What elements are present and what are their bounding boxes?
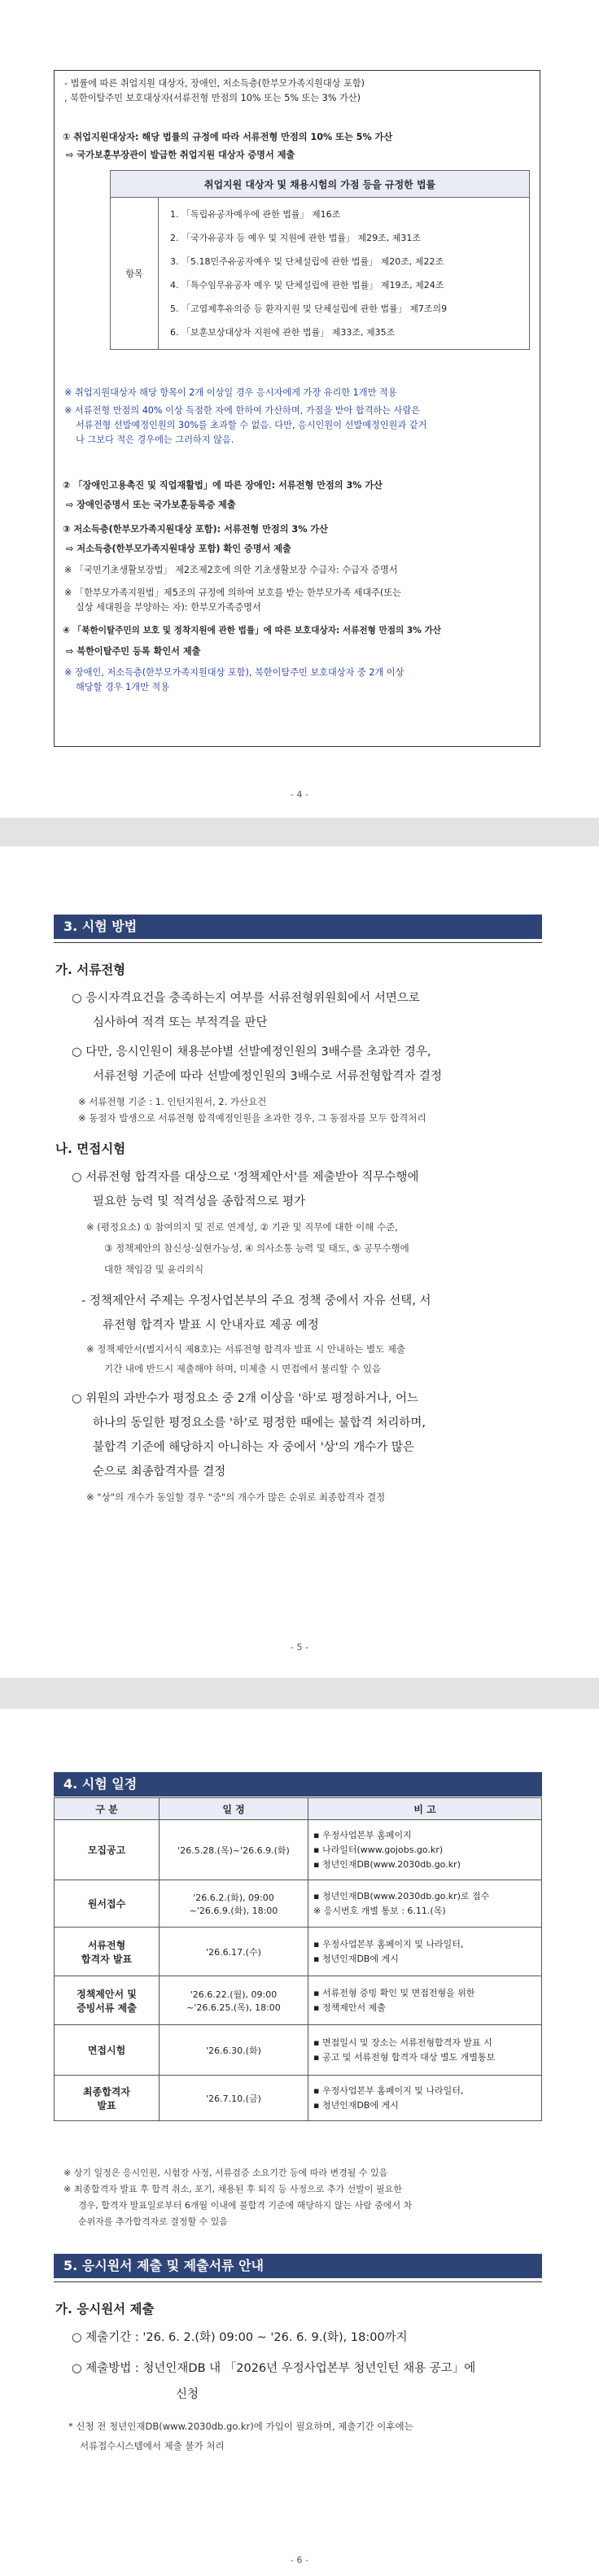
section-divider [54, 942, 542, 943]
schedule-remarks [308, 1880, 542, 1928]
submission-note-line-2: 서류접수시스템에서 제출 불가 처리 [80, 2440, 225, 2452]
table-row [55, 2025, 542, 2076]
note-2-line-1: ※ 서류전형 만점의 40% 이상 득점한 자에 한하여 가산하며, 가점을 받아 합격하는 사람은 [64, 405, 421, 416]
remark-item: ▪ 면접일시 및 장소는 서류전형합격자 발표 시 [313, 2036, 536, 2050]
section-title: 3. 시험 방법 [54, 915, 542, 939]
para-4-line-2: 하나의 동일한 평정요소를 '하'로 평정한 때에는 불합격 처리하며, [93, 1417, 426, 1430]
item1-doc: ⇨ 국가보훈부장관이 발급한 취업지원 대상자 증명서 제출 [66, 150, 295, 160]
submission-method-line-2: 신청 [176, 2388, 199, 2401]
item3-note-2-line-1: ※ 「한부모가족지원법」제5조의 규정에 의하여 보호를 받는 한부모가족 세대주(또는 [64, 587, 401, 598]
eval-line-3: 대한 책임감 및 윤리의식 [104, 1264, 204, 1275]
page-number: - 4 - [291, 789, 308, 800]
schedule-remarks [308, 1976, 542, 2025]
item3-doc: ⇨ 저소득층(한부모가족지원대상 포함) 확인 증명서 제출 [66, 544, 291, 554]
item1-title: ① 취업지원대상자: 해당 법률의 규정에 따라 서류전형 만점의 10% 또는 5% 가산 [63, 132, 393, 142]
col-header-remarks: 비 고 [308, 1798, 542, 1820]
schedule-remarks [308, 2076, 542, 2121]
page-4 [0, 0, 599, 818]
schedule-category: 서류전형 합격자 발표 [55, 1928, 160, 1976]
item3-title: ③ 저소득층(한부모가족지원대상 포함): 서류전형 만점의 3% 가산 [63, 524, 328, 535]
schedule-remarks [308, 1928, 542, 1976]
remark-item: ▪ 공고 및 서류전형 합격자 대상 별도 개별통보 [313, 2050, 536, 2065]
laws-table-side: 항목 [111, 198, 159, 350]
dash-1-line-2: 류전형 합격자 발표 시 안내자료 제공 예정 [103, 1319, 319, 1332]
table-row [55, 1820, 542, 1880]
para-1-line-2: 심사하여 적격 또는 부적격을 판단 [93, 1016, 268, 1029]
note-2-line-2: 서류전형 선발예정인원의 30%를 초과할 수 없음. 다만, 응시인원이 선발예정인원과 같거 [76, 420, 427, 430]
page-number: - 6 - [291, 2555, 308, 2565]
submission-method-line-1: ○ 제출방법 : 청년인재DB 내 「2026년 우정사업본부 청년인턴 채용 공고」에 [72, 2362, 476, 2375]
item4-doc: ⇨ 북한이탈주민 등록 확인서 제출 [66, 646, 201, 657]
note-3-line-1: ※ 장애인, 저소득층(한부모가족지원대상 포함), 북한이탈주민 보호대상자 중 2개 이상 [64, 667, 404, 678]
item3-note-2-line-2: 실상 세대원을 부양하는 자): 한부모가족증명서 [76, 602, 261, 613]
schedule-date: '26.6.17.(수) [160, 1928, 308, 1976]
schedule-date: '26.5.28.(목)~'26.6.9.(화) [160, 1820, 308, 1880]
remark-item: ▪ 정책제안서 제출 [313, 2001, 536, 2015]
page-number: - 5 - [291, 1642, 308, 1653]
laws-list [159, 198, 530, 350]
intro-line-2: , 북한이탈주민 보호대상자(서류전형 만점의 10% 또는 5% 또는 3% 가산) [64, 93, 361, 103]
section-4-title: 4. 시험 일정 [54, 1772, 542, 1797]
note-2-line-3: 나 그보다 적은 경우에는 그러하지 않음. [76, 434, 234, 445]
remark-item: ▪ 청년인재DB(www.2030db.go.kr) [313, 1858, 536, 1872]
para-4-line-1: ○ 위원의 과반수가 평정요소 중 2개 이상을 '하'로 평정하거나, 어느 [72, 1392, 419, 1405]
remark-item: ▪ 우정사업본부 홈페이지 및 나라일터, [313, 1937, 536, 1952]
table-row [55, 2076, 542, 2121]
schedule-table [54, 1797, 542, 2121]
para-3-line-1: ○ 서류전형 합격자를 대상으로 '정책제안서'를 제출받아 직무수행에 [72, 1171, 419, 1184]
item4-title: ④ 「북한이탈주민의 보호 및 정착지원에 관한 법률」에 따른 보호대상자: 서류전형 만점의 3% 가산 [63, 626, 442, 635]
schedule-category: 최종합격자 발표 [55, 2076, 160, 2121]
schedule-note-1: ※ 상기 일정은 응시인원, 시험장 사정, 서류검증 소요기간 등에 따라 변경될 수 있음 [63, 2168, 388, 2178]
schedule-category: 모집공고 [55, 1820, 160, 1880]
law-item: 4. 「특수임무유공자 예우 및 단체설립에 관한 법률」 제19조, 제24조 [170, 280, 444, 290]
laws-table-header: 취업지원 대상자 및 채용시험의 가점 등을 규정한 법률 [111, 171, 530, 198]
law-item: 6. 「보훈보상대상자 지원에 관한 법률」 제33조, 제35조 [170, 327, 396, 338]
subsection-document: 가. 서류전형 [55, 963, 126, 977]
eval-line-2: ③ 정책제안의 참신성·실현가능성, ④ 의사소통 능력 및 태도, ⑤ 공무수행에 [104, 1242, 409, 1254]
para-4-line-3: 불합격 기준에 해당하지 아니하는 자 중에서 '상'의 개수가 많은 [93, 1441, 415, 1454]
schedule-date: '26.7.10.(금) [160, 2076, 308, 2121]
submission-period: ○ 제출기간 : '26. 6. 2.(화) 09:00 ~ '26. 6. 9.(화), 18:00까지 [72, 2331, 408, 2344]
eligibility-box [54, 70, 540, 747]
table-row [55, 1880, 542, 1928]
table-row [55, 1928, 542, 1976]
dash-1-line-1: - 정책제안서 주제는 우정사업본부의 주요 정책 중에서 자유 선택, 서 [81, 1295, 431, 1308]
schedule-category: 면접시험 [55, 2025, 160, 2076]
schedule-category: 정책제안서 및 증빙서류 제출 [55, 1976, 160, 2025]
dash-note-line-1: ※ 정책제안서(별지서식 제8호)는 서류전형 합격자 발표 시 안내하는 별도 제출 [86, 1343, 406, 1355]
item2-title: ② 「장애인고용촉진 및 직업재활법」에 따른 장애인: 서류전형 만점의 3% 가산 [63, 480, 383, 491]
schedule-date: '26.6.22.(월), 09:00 ~'26.6.25.(목), 18:00 [160, 1976, 308, 2025]
note-final: ※ "상"의 개수가 동일할 경우 "중"의 개수가 많은 순위로 최종합격자 결정 [86, 1491, 386, 1503]
remark-item: ▪ 나라일터(www.gojobs.go.kr) [313, 1843, 536, 1858]
remark-item: ▪ 청년인재DB에 게시 [313, 1952, 536, 1967]
schedule-category: 원서접수 [55, 1880, 160, 1928]
page-5 [0, 846, 599, 1678]
table-row [55, 1976, 542, 2025]
dash-note-line-2: 기간 내에 반드시 제출해야 하며, 미제출 시 면접에서 불리할 수 있음 [104, 1363, 382, 1374]
law-item: 1. 「독립유공자예우에 관한 법률」 제16조 [170, 209, 341, 220]
remark-item: ▪ 우정사업본부 홈페이지 [313, 1828, 536, 1843]
submission-note-line-1: * 신청 전 청년인재DB(www.2030db.go.kr)에 가입이 필요하며, 제출기간 이후에는 [68, 2421, 413, 2432]
note-3-line-2: 해당할 경우 1개만 적용 [76, 682, 170, 692]
law-item: 5. 「고엽제후유의증 등 환자지원 및 단체설립에 관한 법률」 제7조의9 [170, 303, 448, 314]
remark-item: ▪ 서류전형 증빙 확인 및 면접전형을 위한 [313, 1986, 536, 2001]
intro-line-1: - 법률에 따른 취업지원 대상자, 장애인, 저소득층(한부모가족지원대상 포함) [64, 78, 365, 89]
schedule-date: '26.6.30.(화) [160, 2025, 308, 2076]
schedule-remarks [308, 1820, 542, 1880]
para-2-line-1: ○ 다만, 응시인원이 채용분야별 선발예정인원의 3배수를 초과한 경우, [72, 1046, 431, 1059]
eval-line-1: ※ (평정요소) ① 참여의지 및 진로 연계성, ② 기관 및 직무에 대한 이해 수준, [86, 1221, 398, 1233]
section-5-title: 5. 응시원서 제출 및 제출서류 안내 [54, 2254, 542, 2278]
laws-table [110, 170, 530, 350]
law-item: 2. 「국가유공자 등 예우 및 지원에 관한 법률」 제29조, 제31조 [170, 233, 421, 243]
schedule-note-2-line-2: 경우, 합격자 발표일로부터 6개월 이내에 불합격 기준에 해당하지 않는 사람 중에서 차 [78, 2200, 413, 2211]
item3-note-1: ※ 「국민기초생활보장법」 제2조제2호에 의한 기초생활보장 수급자: 수급자 증명서 [64, 565, 398, 575]
para-4-line-4: 순으로 최종합격자를 결정 [93, 1465, 226, 1478]
remark-item: ▪ 우정사업본부 홈페이지 및 나라일터, [313, 2084, 536, 2098]
item2-doc: ⇨ 장애인증명서 또는 국가보훈등록증 제출 [66, 500, 236, 510]
remark-item: ▪ 청년인재DB에 게시 [313, 2098, 536, 2113]
schedule-date: '26.6.2.(화), 09:00 ~'26.6.9.(화), 18:00 [160, 1880, 308, 1928]
note-ties: ※ 동점자 발생으로 서류전형 합격예정인원을 초과한 경우, 그 동점자를 모두 합격처리 [78, 1112, 426, 1124]
para-1-line-1: ○ 응시자격요건을 충족하는지 여부를 서류전형위원회에서 서면으로 [72, 992, 420, 1005]
col-header-category: 구 분 [55, 1798, 160, 1820]
para-3-line-2: 필요한 능력 및 적격성을 종합적으로 평가 [93, 1195, 306, 1208]
subsection-application: 가. 응시원서 제출 [55, 2302, 155, 2316]
remark-item: ※ 응시번호 개별 통보 : 6.11.(목) [313, 1905, 446, 1916]
para-2-line-2: 서류전형 기준에 따라 선발예정인원의 3배수로 서류전형합격자 결정 [93, 1070, 443, 1083]
section-divider [54, 2281, 542, 2282]
schedule-note-2-line-1: ※ 최종합격자 발표 후 합격 취소, 포기, 채용된 후 퇴직 등 사정으로 추가 선발이 필요한 [63, 2184, 402, 2194]
subsection-interview: 나. 면접시험 [55, 1142, 126, 1156]
remark-item: ▪ 청년인재DB(www.2030db.go.kr)로 접수 [313, 1889, 536, 1904]
schedule-remarks [308, 2025, 542, 2076]
col-header-schedule: 일 정 [160, 1798, 308, 1820]
schedule-note-2-line-3: 순위자를 추가합격자로 결정할 수 있음 [78, 2216, 229, 2227]
note-criteria: ※ 서류전형 기준 : 1. 인턴지원서, 2. 가산요건 [78, 1096, 267, 1107]
law-item: 3. 「5.18민주유공자예우 및 단체설립에 관한 법률」 제20조, 제22조 [170, 256, 444, 267]
note-1: ※ 취업지원대상자 해당 항목이 2개 이상일 경우 응시자에게 가장 유리한 1개만 적용 [64, 387, 397, 398]
